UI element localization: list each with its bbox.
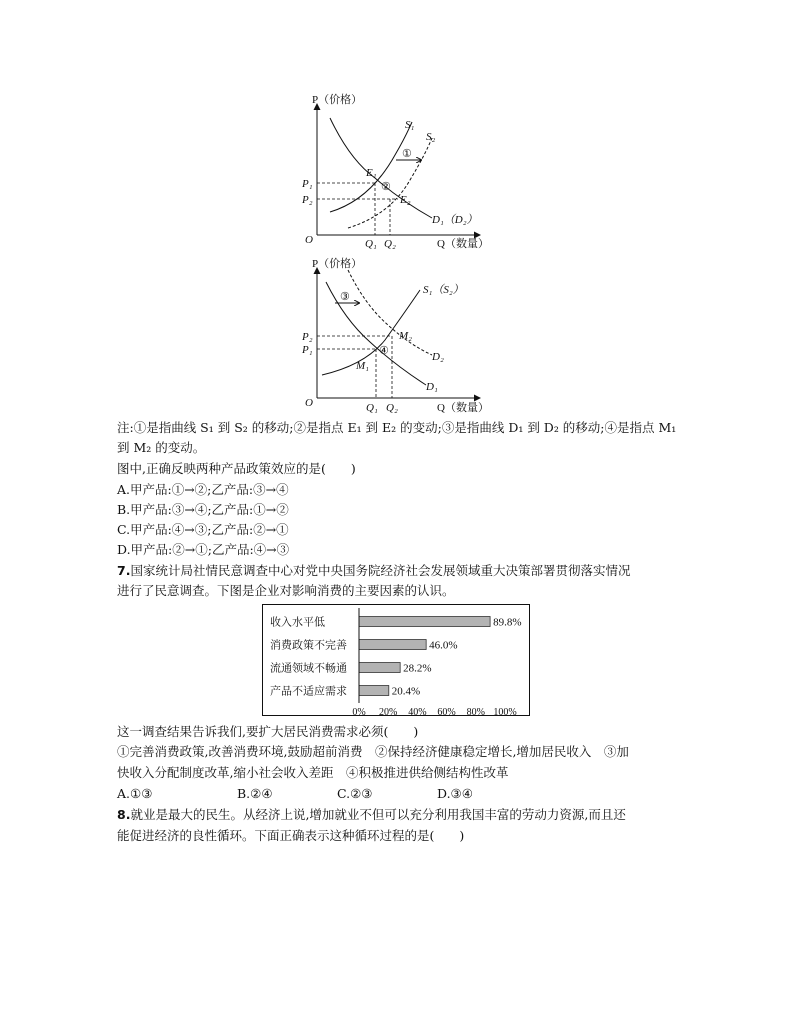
q7-stem-line1 bbox=[117, 561, 630, 580]
q6-stem: 图中,正确反映两种产品政策效应的是( ) bbox=[117, 461, 356, 476]
p2-label: P₂ bbox=[302, 331, 313, 343]
bar-category-label: 收入水平低 bbox=[270, 616, 325, 629]
bar-category-label: 流通领域不畅通 bbox=[270, 662, 347, 675]
bar bbox=[359, 617, 490, 627]
bar-value-label: 20.4% bbox=[391, 685, 421, 698]
bar-category-label: 产品不适应需求 bbox=[270, 685, 347, 698]
q7-stem-text: 国家统计局社情民意调查中心对党中央国务院经济社会发展领域重大决策部署贯彻落实情况 bbox=[130, 563, 631, 578]
x-tick-label: 60% bbox=[437, 707, 456, 716]
q7-stem-line2: 进行了民意调查。下图是企业对影响消费的主要因素的认识。 bbox=[117, 583, 455, 598]
q1-label: Q₁ bbox=[365, 238, 377, 250]
x-tick-label: 80% bbox=[466, 707, 485, 716]
marker-4: ④ bbox=[379, 345, 389, 357]
bar-category-label: 消费政策不完善 bbox=[270, 639, 347, 652]
m2-label: M₂ bbox=[399, 330, 412, 342]
q6-option-c: C.甲产品:④→③;乙产品:②→① bbox=[117, 522, 289, 537]
bar-value-label: 46.0% bbox=[429, 639, 458, 652]
q7-options bbox=[117, 784, 473, 803]
e1-label: E₁ bbox=[366, 167, 377, 179]
q1-label: Q₁ bbox=[366, 402, 378, 414]
marker-3: ③ bbox=[340, 291, 350, 303]
q6-option-d: D.甲产品:②→①;乙产品:④→③ bbox=[117, 542, 290, 557]
q7-number: 7. bbox=[117, 563, 131, 578]
p1-label: P₁ bbox=[302, 344, 313, 356]
d2-label: D₂ bbox=[432, 351, 444, 363]
bar bbox=[359, 640, 426, 650]
q8-number: 8. bbox=[117, 807, 131, 822]
marker-2: ② bbox=[381, 181, 391, 193]
d1-label: D₁ bbox=[426, 381, 438, 393]
q7-option-d: D.③④ bbox=[437, 786, 473, 801]
q8-stem-line1 bbox=[117, 805, 626, 824]
x-tick-label: 20% bbox=[379, 707, 398, 716]
demand-shift-figure bbox=[296, 256, 496, 416]
q7-option-b: B.②④ bbox=[237, 786, 273, 801]
q8-stem-line2: 能促进经济的良性循环。下面正确表示这种循环过程的是( ) bbox=[117, 828, 465, 843]
x-tick-label: 100% bbox=[493, 707, 517, 716]
q6-note-line1: 注:①是指曲线 S₁ 到 S₂ 的移动;②是指点 E₁ 到 E₂ 的变动;③是指曲线 D₁ 到 D₂ 的移动;④是指点 M₁ bbox=[117, 420, 677, 435]
e2-label: E₂ bbox=[400, 194, 411, 206]
q6-option-a: A.甲产品:①→②;乙产品:③→④ bbox=[117, 482, 289, 497]
consumption-factor-bar-chart bbox=[262, 604, 530, 716]
q7-after-chart: 这一调查结果告诉我们,要扩大居民消费需求必须( ) bbox=[117, 724, 419, 739]
m1-label: M₁ bbox=[356, 360, 369, 372]
d-label: D₁（D₂） bbox=[432, 214, 478, 226]
origin-label: O bbox=[305, 234, 313, 246]
p-axis-label: P（价格） bbox=[312, 94, 363, 106]
q-axis-label: Q（数量） bbox=[437, 238, 489, 250]
bar bbox=[359, 663, 400, 673]
x-tick-label: 40% bbox=[408, 707, 427, 716]
bar-value-label: 28.2% bbox=[403, 662, 432, 675]
q-axis-label: Q（数量） bbox=[437, 402, 489, 414]
bar-value-label: 89.8% bbox=[493, 616, 522, 629]
s-label: S₁（S₂） bbox=[423, 284, 464, 296]
q2-label: Q₂ bbox=[386, 402, 398, 414]
q7-choices-line1: ①完善消费政策,改善消费环境,鼓励超前消费 ②保持经济健康稳定增长,增加居民收入 ③加 bbox=[117, 744, 629, 759]
q6-option-b: B.甲产品:③→④;乙产品:①→② bbox=[117, 502, 289, 517]
p-axis-label: P（价格） bbox=[312, 258, 363, 270]
s2-label: S₂ bbox=[426, 131, 436, 143]
p2-label: P₂ bbox=[302, 194, 313, 206]
q8-stem-text: 就业是最大的民生。从经济上说,增加就业不但可以充分利用我国丰富的劳动力资源,而且还 bbox=[130, 807, 626, 822]
x-tick-label: 0% bbox=[352, 707, 366, 716]
d2-curve bbox=[348, 270, 432, 355]
q7-choices-line2: 快收入分配制度改革,缩小社会收入差距 ④积极推进供给侧结构性改革 bbox=[117, 765, 509, 780]
marker-1: ① bbox=[402, 148, 412, 160]
s1-label: S₁ bbox=[405, 119, 415, 131]
q2-label: Q₂ bbox=[384, 238, 396, 250]
q7-option-a: A.①③ bbox=[117, 786, 153, 801]
bar bbox=[359, 686, 389, 696]
supply-shift-figure bbox=[296, 92, 496, 252]
q7-option-c: C.②③ bbox=[337, 786, 373, 801]
origin-label: O bbox=[305, 397, 313, 409]
p1-label: P₁ bbox=[302, 178, 313, 190]
d-curve bbox=[330, 118, 432, 218]
q6-note-line2: 到 M₂ 的变动。 bbox=[117, 440, 206, 455]
